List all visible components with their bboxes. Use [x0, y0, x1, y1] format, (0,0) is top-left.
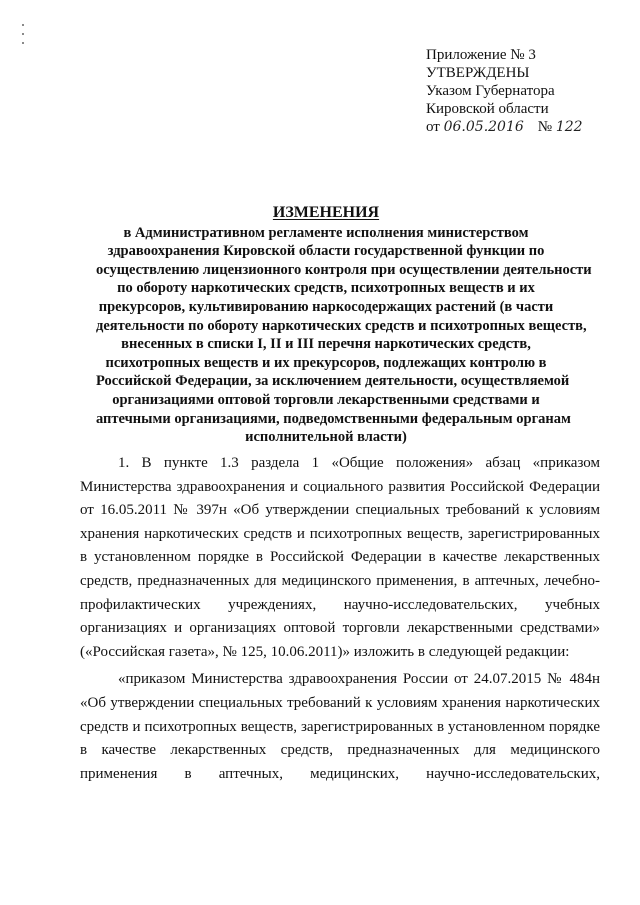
decree-date-row	[426, 118, 626, 136]
body-line: в установленном порядке в Российской Федерации в качестве лекарственных	[80, 549, 600, 566]
decree-line-2: Кировской области	[426, 101, 549, 117]
title-line: исполнительной власти)	[245, 429, 407, 446]
title-line: здравоохранения Кировской области государственной функции по	[107, 243, 545, 260]
body-line: в качестве лекарственных средств, предназначенных для медицинского	[80, 742, 600, 759]
title-line: осуществлению лицензионного контроля при осуществлении деятельности	[96, 261, 592, 278]
title-line: деятельности по обороту наркотических средств и психотропных веществ,	[96, 317, 587, 334]
approved-label: УТВЕРЖДЕНЫ	[426, 65, 530, 81]
body-line: средств, предназначенных для медицинского применения, в аптечных, лечебно-	[80, 572, 600, 589]
body-line: применения в аптечных, медицинских, научно-исследовательских,	[80, 765, 600, 782]
paragraph-1	[80, 452, 600, 664]
date-prefix: от	[426, 119, 440, 135]
body-line: 1. В пункте 1.3 раздела 1 «Общие положения» абзац «приказом	[118, 455, 600, 471]
body-line: от 16.05.2011 № 397н «Об утверждении специальных требований к условиям	[80, 502, 600, 519]
document-title	[96, 204, 592, 447]
title-line: аптечными организациями, подведомственными федеральным органам	[96, 410, 571, 427]
appendix-number: Приложение № 3	[426, 47, 536, 63]
decree-number-handwritten: 122	[555, 119, 583, 135]
decree-date-handwritten: 06.05.2016	[443, 119, 524, 135]
body-line: организациях и организациях оптовой торговли лекарственными средствами»	[80, 620, 600, 637]
number-prefix: №	[537, 119, 553, 135]
body-line: «приказом Министерства здравоохранения России от 24.07.2015 № 484н	[118, 671, 600, 688]
title-line: по обороту наркотических средств, психотропных веществ и их	[117, 280, 535, 297]
title-line: психотропных веществ и их прекурсоров, подлежащих контролю в	[105, 354, 547, 371]
body-line: («Российская газета», № 125, 10.06.2011)» изложить в следующей редакции:	[80, 643, 570, 660]
approval-stamp	[426, 46, 626, 136]
body-line: Министерства здравоохранения и социального развития Российской Федерации	[80, 478, 600, 495]
title-line: внесенных в списки I, II и III перечня наркотических средств,	[121, 336, 531, 353]
title-line: организациями оптовой торговли лекарственными средствами и	[112, 391, 540, 408]
title-line: Российской Федерации, за исключением деятельности, осуществляемой	[96, 373, 570, 390]
body-line: средств и психотропных веществ, зарегистрированных в установленном порядке	[80, 718, 600, 735]
title-line: прекурсоров, культивированию наркосодержащих растений (в части	[98, 298, 554, 315]
body-line: хранения наркотических средств и психотропных веществ, зарегистрированных	[80, 525, 600, 542]
title-line: в Административном регламенте исполнения министерством	[123, 224, 529, 241]
title-heading: ИЗМЕНЕНИЯ	[272, 204, 380, 221]
paragraph-2	[80, 668, 600, 786]
decree-line-1: Указом Губернатора	[426, 83, 555, 99]
document-body	[80, 452, 600, 786]
body-line: профилактических учреждениях, научно-исследовательских, учебных	[80, 596, 600, 613]
body-line: «Об утверждении специальных требований к условиям хранения наркотических	[80, 694, 600, 711]
scan-artifact	[22, 24, 24, 54]
